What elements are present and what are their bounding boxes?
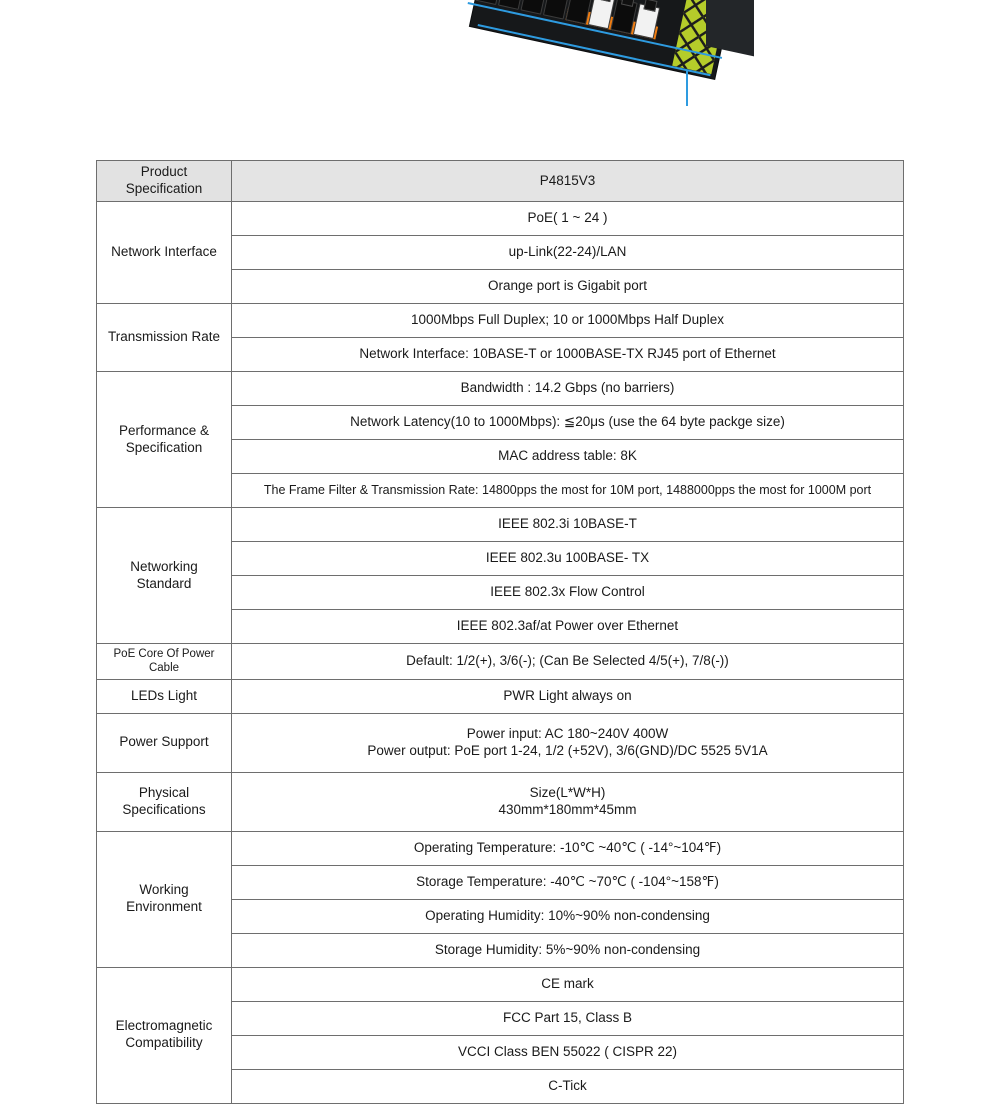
value-cell: C-Tick — [232, 1069, 904, 1103]
value-cell: Bandwidth : 14.2 Gbps (no barriers) — [232, 372, 904, 406]
port-group-uplink — [610, 0, 666, 39]
category-physical-specifications: Physical Specifications — [97, 772, 232, 831]
port-group-left — [475, 0, 576, 20]
value-cell: Network Interface: 10BASE-T or 1000BASE-TX RJ45 port of Ethernet — [232, 338, 904, 372]
table-row — [97, 508, 904, 542]
value-cell: MAC address table: 8K — [232, 440, 904, 474]
table-row — [97, 644, 904, 680]
category-poe-core-of-power-cable: PoE Core Of Power Cable — [97, 644, 232, 680]
value-cell: IEEE 802.3af/at Power over Ethernet — [232, 610, 904, 644]
header-model-label: P4815V3 — [232, 161, 904, 202]
table-row — [97, 304, 904, 338]
table-row — [97, 831, 904, 865]
value-cell: IEEE 802.3u 100BASE- TX — [232, 542, 904, 576]
product-specification-table-wrap — [96, 160, 904, 1104]
category-network-interface: Network Interface — [97, 202, 232, 304]
value-cell: Operating Humidity: 10%~90% non-condensing — [232, 899, 904, 933]
category-networking-standard: Networking Standard — [97, 508, 232, 644]
value-cell: Storage Temperature: -40℃ ~70℃ ( -104°~158℉) — [232, 865, 904, 899]
table-row — [97, 967, 904, 1001]
category-electromagnetic-compatibility: Electromagnetic Compatibility — [97, 967, 232, 1103]
value-cell: IEEE 802.3i 10BASE-T — [232, 508, 904, 542]
value-cell: VCCI Class BEN 55022 ( CISPR 22) — [232, 1035, 904, 1069]
dimension-tick-right — [686, 70, 688, 106]
value-cell: CE mark — [232, 967, 904, 1001]
header-category-label: Product Specification — [97, 161, 232, 202]
value-cell: FCC Part 15, Class B — [232, 1001, 904, 1035]
table-row — [97, 372, 904, 406]
value-cell: Default: 1/2(+), 3/6(-); (Can Be Selected 4/5(+), 7/8(-)) — [232, 644, 904, 680]
table-header-row — [97, 161, 904, 202]
value-cell: Storage Humidity: 5%~90% non-condensing — [232, 933, 904, 967]
category-transmission-rate: Transmission Rate — [97, 304, 232, 372]
value-cell: PoE( 1 ~ 24 ) — [232, 202, 904, 236]
table-row — [97, 202, 904, 236]
category-leds-light: LEDs Light — [97, 679, 232, 713]
table-row — [97, 772, 904, 831]
value-cell: Power input: AC 180~240V 400W Power output: PoE port 1-24, 1/2 (+52V), 3/6(GND)/DC 5525 5V1A — [232, 713, 904, 772]
table-row — [97, 679, 904, 713]
value-cell: Orange port is Gigabit port — [232, 270, 904, 304]
value-cell: IEEE 802.3x Flow Control — [232, 576, 904, 610]
value-cell: Operating Temperature: -10℃ ~40℃ ( -14°~104℉) — [232, 831, 904, 865]
product-photo-region — [0, 0, 1000, 140]
table-row — [97, 713, 904, 772]
value-cell: PWR Light always on — [232, 679, 904, 713]
product-specification-table — [96, 160, 904, 1104]
category-working-environment: Working Environment — [97, 831, 232, 967]
category-performance-specification: Performance & Specification — [97, 372, 232, 508]
value-cell: 1000Mbps Full Duplex; 10 or 1000Mbps Half Duplex — [232, 304, 904, 338]
category-power-support: Power Support — [97, 713, 232, 772]
value-cell: up-Link(22-24)/LAN — [232, 236, 904, 270]
value-cell: The Frame Filter & Transmission Rate: 14800pps the most for 10M port, 1488000pps the most for 1000M port — [232, 474, 904, 508]
value-cell: Size(L*W*H) 430mm*180mm*45mm — [232, 772, 904, 831]
value-cell: Network Latency(10 to 1000Mbps): ≦20μs (use the 64 byte packge size) — [232, 406, 904, 440]
